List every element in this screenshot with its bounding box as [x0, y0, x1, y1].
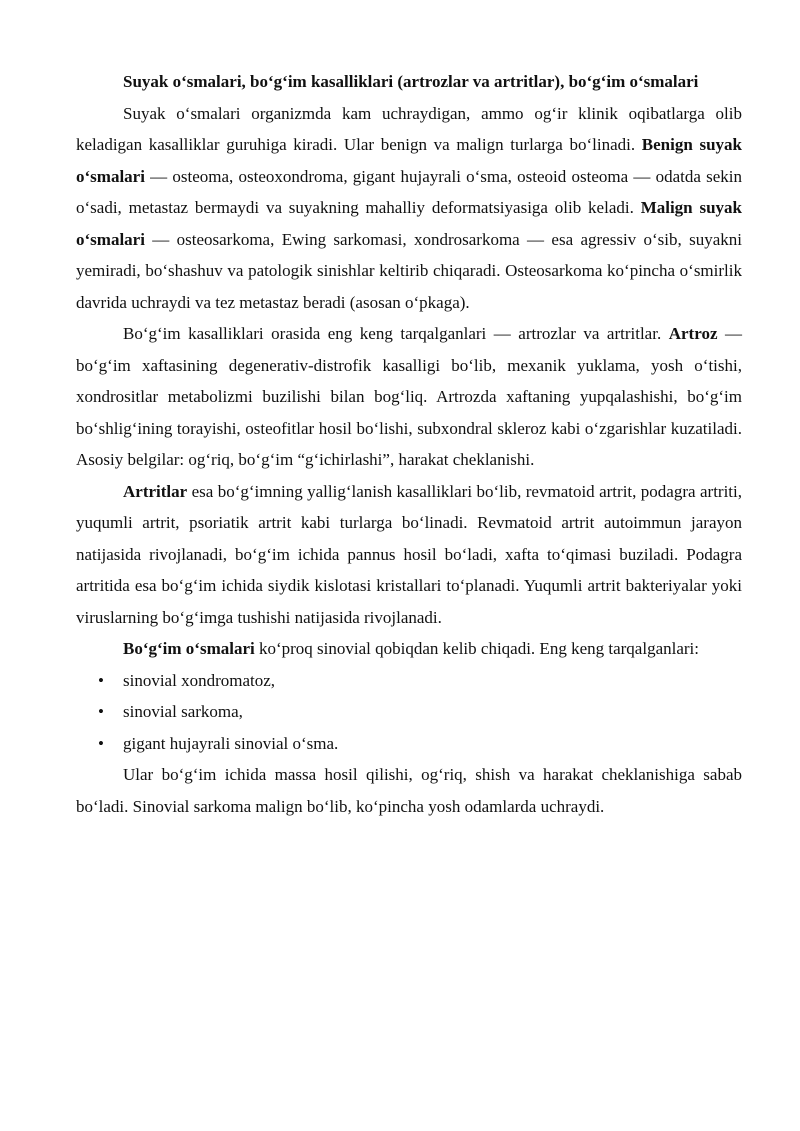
- text-run: esa bo‘g‘imning yallig‘lanish kasalliklari bo‘lib, revmatoid artrit, podagra artriti, yuqumli artrit, psoriatik artrit kabi turlarga bo‘linadi. Revmatoid artrit autoimmun jarayon natijasida rivojlanadi, bo‘g‘im ichida pannus hosil bo‘ladi, xafta to‘qimasi buziladi. Podagra artritida esa bo‘g‘im ichida siydik kislotasi kristallari to‘planadi. Yuqumli artrit bakteriyalar yoki viruslarning bo‘g‘imga tushishi natijasida rivojlanadi.: [76, 481, 742, 627]
- text-run: Suyak o‘smalari organizmda kam uchraydigan, ammo og‘ir klinik oqibatlarga olib keladigan kasalliklar guruhiga kiradi. Ular benign va malign turlarga bo‘linadi.: [76, 103, 742, 154]
- bold-term-malign: Malign suyak o‘smalari: [76, 198, 742, 249]
- list-item-text: sinovial xondromatoz,: [123, 670, 276, 690]
- bullet-icon: •: [98, 702, 104, 721]
- list-item: [76, 696, 742, 728]
- paragraph-arthritis: [76, 476, 742, 634]
- text-run: Bo‘g‘im kasalliklari orasida eng keng tarqalganlari — artrozlar va artritlar.: [123, 324, 669, 343]
- paragraph-arthrosis: [76, 318, 742, 476]
- bold-term-artroz: Artroz: [668, 324, 718, 343]
- bold-term-joint-tumors: Bo‘g‘im o‘smalari: [123, 639, 255, 658]
- bold-term-artritlar: Artritlar: [123, 481, 188, 501]
- text-run: ko‘proq sinovial qobiqdan kelib chiqadi. Eng keng tarqalganlari:: [254, 639, 699, 658]
- list-item-text: gigant hujayrali sinovial o‘sma.: [123, 733, 339, 753]
- text-run: — osteoma, osteoxondroma, gigant hujayrali o‘sma, osteoid osteoma — odatda sekin o‘sadi, metastaz bermaydi va suyakning mahalliy deformatsiyasiga olib keladi.: [76, 166, 742, 217]
- bold-term-benign: Benign suyak o‘smalari: [76, 135, 743, 186]
- tumor-list: [76, 665, 742, 760]
- bullet-icon: •: [98, 670, 104, 690]
- list-item: [76, 665, 742, 697]
- document-page: [76, 66, 742, 822]
- text-run: — osteosarkoma, Ewing sarkomasi, xondrosarkoma — esa agressiv o‘sib, suyakni yemiradi, bo‘shashuv va patologik sinishlar keltirib chiqaradi. Osteosarkoma ko‘pincha o‘smirlik davrida uchraydi va tez metastaz beradi (asosan o‘pkaga).: [76, 229, 742, 312]
- text-run: — bo‘g‘im xaftasining degenerativ-distrofik kasalligi bo‘lib, mexanik yuklama, yosh o‘tishi, xondrositlar metabolizmi buzilishi bilan bog‘liq. Artrozda xaftaning yupqalashishi, bo‘g‘im bo‘shlig‘ining torayishi, osteofitlar hosil bo‘lishi, subxondral skleroz kabi o‘zgarishlar kuzatiladi. Asosiy belgilar: og‘riq, bo‘g‘im “g‘ichirlashi”, harakat cheklanishi.: [76, 324, 743, 469]
- list-item-text: sinovial sarkoma,: [123, 702, 243, 721]
- paragraph-conclusion: Ular bo‘g‘im ichida massa hosil qilishi, og‘riq, shish va harakat cheklanishiga sabab bo‘ladi. Sinovial sarkoma malign bo‘lib, ko‘pincha yosh odamlarda uchraydi.: [76, 765, 742, 816]
- list-item: [76, 728, 742, 760]
- section-heading: Suyak o‘smalari, bo‘g‘im kasalliklari (artrozlar va artritlar), bo‘g‘im o‘smalari: [123, 72, 699, 91]
- paragraph-joint-tumors: [76, 633, 742, 665]
- bullet-icon: •: [98, 733, 104, 753]
- paragraph-bone-tumors: [76, 98, 742, 319]
